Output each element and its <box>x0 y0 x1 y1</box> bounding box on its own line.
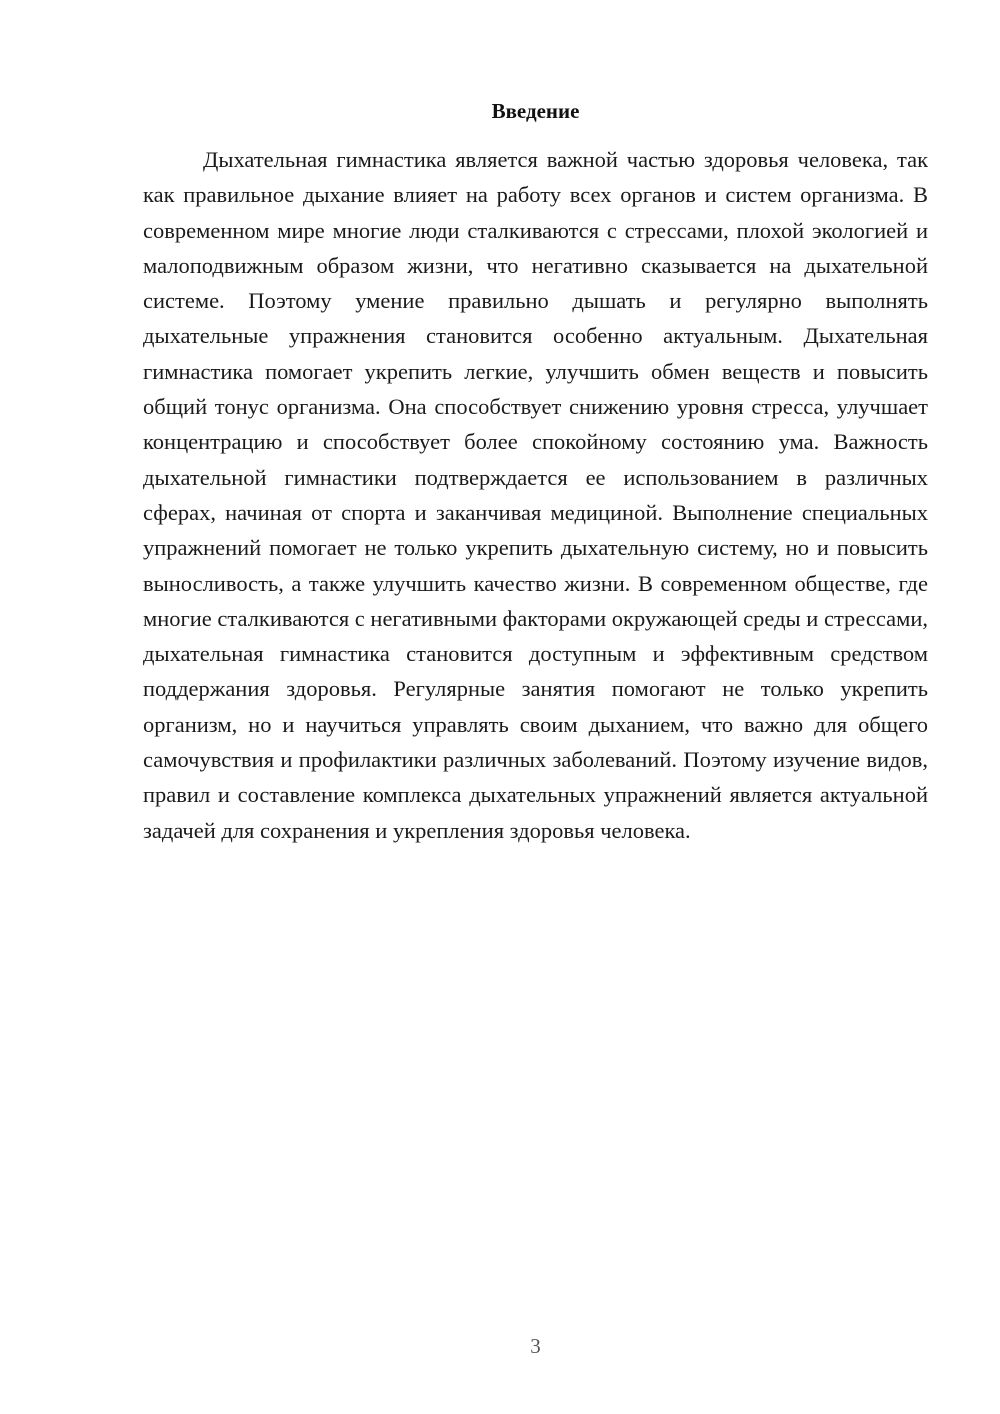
body-paragraph: Дыхательная гимнастика является важной частью здоровья человека, так как правильное дыхание влияет на работу всех органов и систем организма. В современном мире многие люди сталкиваются с стрессами, плохой экологией и малоподвижным образом жизни, что негативно сказывается на дыхательной системе. Поэтому умение правильно дышать и регулярно выполнять дыхательные упражнения становится особенно актуальным. Дыхательная гимнастика помогает укрепить легкие, улучшить обмен веществ и повысить общий тонус организма. Она способствует снижению уровня стресса, улучшает концентрацию и способствует более спокойному состоянию ума. Важность дыхательной гимнастики подтверждается ее использованием в различных сферах, начиная от спорта и заканчивая медициной. Выполнение специальных упражнений помогает не только укрепить дыхательную систему, но и повысить выносливость, а также улучшить качество жизни. В современном обществе, где многие сталкиваются с негативными факторами окружающей среды и стрессами, дыхательная гимнастика становится доступным и эффективным средством поддержания здоровья. Регулярные занятия помогают не только укрепить организм, но и научиться управлять своим дыханием, что важно для общего самочувствия и профилактики различных заболеваний. Поэтому изучение видов, правил и составление комплекса дыхательных упражнений является актуальной задачей для сохранения и укрепления здоровья человека. <box>143 147 928 843</box>
page-number: 3 <box>530 1334 541 1358</box>
section-heading: Введение <box>491 99 580 123</box>
